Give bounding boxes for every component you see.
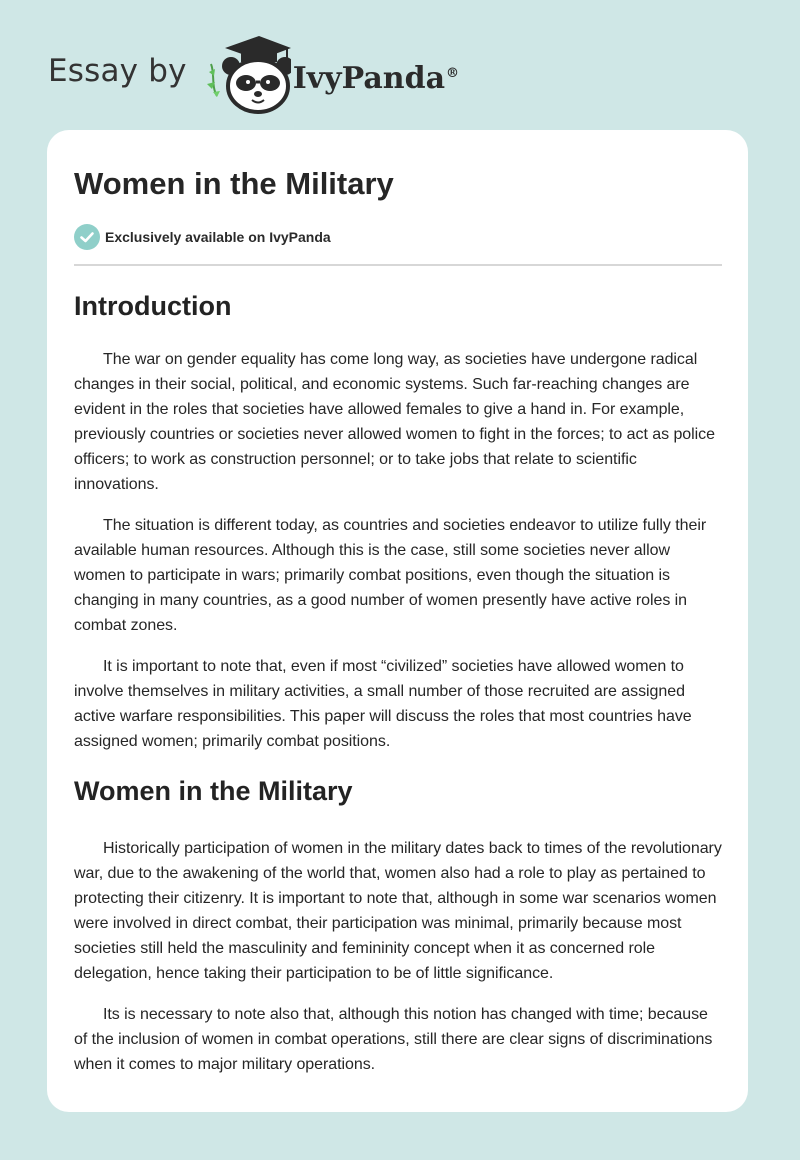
- paragraph: The war on gender equality has come long way, as societies have undergone radical changes in their social, political, and economic systems. Such far-reaching changes are evident in the roles that societies have allowed females to give a hand in. For example, previously countries or societies never allowed women to fight in the forces; to act as police officers; to work as construction personnel; or to take jobs that relate to scientific innovations.: [74, 351, 715, 493]
- page-title: Women in the Military: [74, 166, 394, 201]
- section-heading-introduction: Introduction: [74, 291, 232, 321]
- paragraph: Its is necessary to note also that, although this notion has changed with time; because of the inclusion of women in combat operations, still there are clear signs of discriminations when it comes to major military operations.: [74, 1006, 713, 1073]
- section-heading-women-in-military: Women in the Military: [74, 776, 353, 806]
- paragraph: It is important to note that, even if most “civilized” societies have allowed women to involve themselves in military activities, a small number of those recruited are assigned active warfare responsibilities. This paper will discuss the roles that most countries have assigned women; primarily combat positions.: [74, 658, 692, 750]
- badge-text: Exclusively available on IvyPanda: [105, 229, 331, 245]
- section-body-women-in-military: [74, 836, 722, 1077]
- essay-card: [47, 130, 748, 1112]
- paragraph: The situation is different today, as countries and societies endeavor to utilize fully their available human resources. Although this is the case, still some societies never allow women to participate in wars; primarily combat positions, even though the situation is changing in many countries, as a good number of women presently have active roles in combat zones.: [74, 517, 707, 634]
- checkmark-icon: [74, 224, 100, 250]
- title-divider: [74, 264, 722, 266]
- exclusive-badge: [74, 224, 722, 250]
- section-body-introduction: [74, 347, 722, 754]
- brand-name: IvyPanda®: [292, 60, 460, 96]
- brand-header: [48, 34, 459, 114]
- brand-prefix: Essay by: [48, 53, 187, 89]
- panda-logo-icon: [203, 34, 291, 114]
- paragraph: Historically participation of women in the military dates back to times of the revolutionary war, due to the awakening of the world that, women also had a role to play as pertained to protecting their citizenry. It is important to note that, although in some war scenarios women were involved in direct combat, their participation was minimal, primarily because most societies still held the masculinity and femininity concept when it as concerned role delegation, hence taking their participation to be of little significance.: [74, 840, 722, 982]
